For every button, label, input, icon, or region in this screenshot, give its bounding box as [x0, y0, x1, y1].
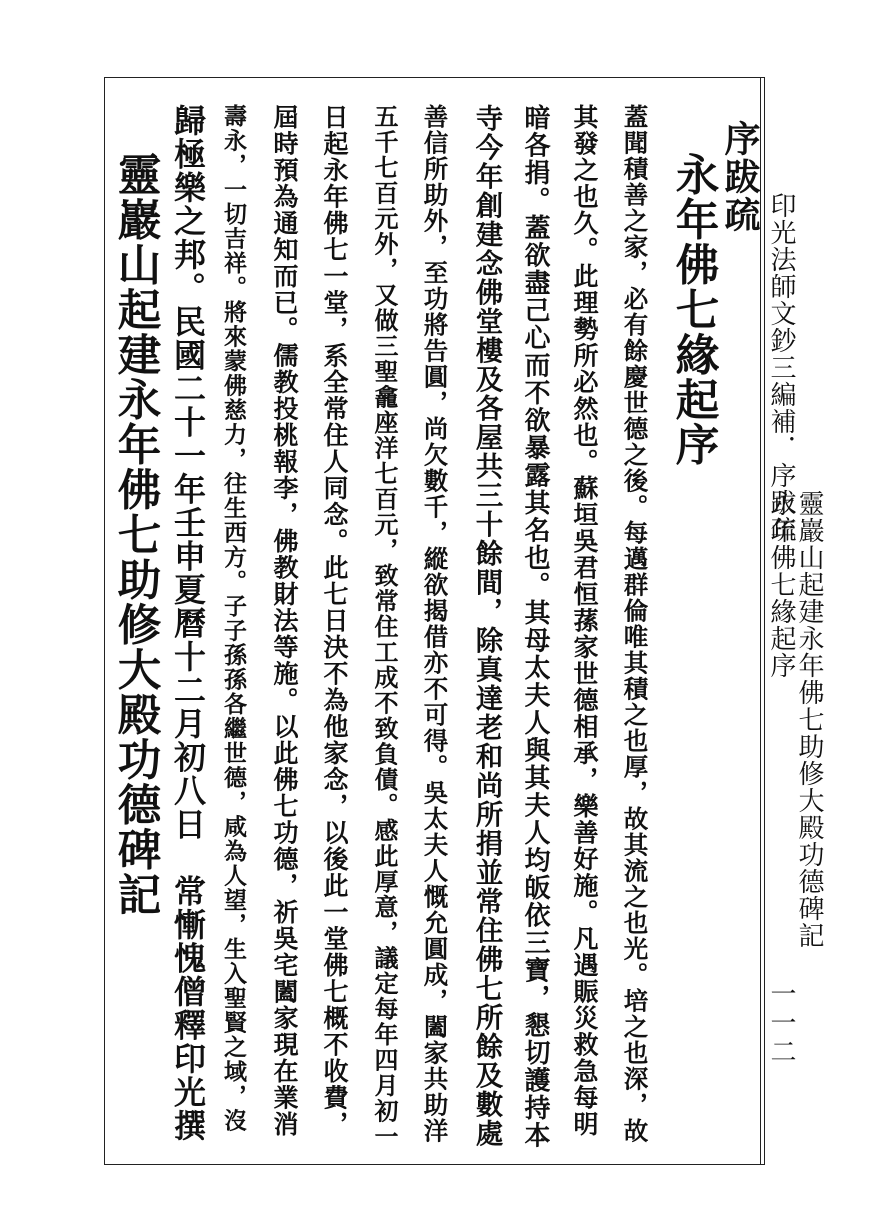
body-line-3: 暗各捐。蓋欲盡己心而不欲暴露其名也。其母太夫人與其夫人均皈依三寶，懇切護持本 [520, 104, 550, 1149]
body-line-6: 五千七百元外，又做三聖龕座洋七百元，致常住工成不致負債。感此厚意，議定每年四月初一 [370, 104, 399, 1150]
article-title: 永年佛七緣起序 [668, 152, 720, 467]
running-subtitle-1: 靈巖山起建永年佛七助修大殿功德碑記 [794, 490, 824, 949]
body-line-2: 其發之也久。此理勢所必然也。蘇垣吳君恒蓀家世德相承，樂善好施。凡遇賑災救急每明 [570, 104, 599, 1138]
section-heading: 序跋疏 [719, 120, 761, 234]
page-number: 一一二 [766, 980, 796, 1067]
next-article-title: 靈巖山起建永年佛七助修大殿功德碑記 [110, 152, 162, 917]
running-title: 印光法師文鈔三編補．序跋疏 [766, 192, 796, 543]
running-subtitle-2: 永年佛七緣起序 [766, 490, 796, 679]
body-line-8: 屆時預為通知而已。儒教投桃報李，佛教財法等施。以此佛七功德，祈吳宅闔家現在業消 [270, 104, 299, 1138]
body-line-1: 蓋聞積善之家，必有餘慶世德之後。每邁群倫唯其積之也厚，故其流之也光。培之也深，故 [620, 104, 650, 1144]
body-line-9: 壽永，一切吉祥。將來蒙佛慈力，往生西方。子子孫孫各繼世德，咸為人望，生入聖賢之域，沒 [220, 104, 247, 1133]
body-line-10: 歸極樂之邦。民國二十一年壬申夏曆十二月初八日 常慚愧僧釋印光撰 [169, 104, 207, 1143]
body-line-7: 日起永年佛七一堂，系全常住人同念。此七日決不為他家念，以後此一堂佛七概不收費， [320, 104, 349, 1138]
body-line-5: 善信所助外，至功將告圓，尚欠數千，縱欲揭借亦不可得。吳太夫人慨允圓成，闔家共助洋 [420, 104, 450, 1144]
body-line-4: 寺今年創建念佛堂樓及各屋共三十餘間，除真達老和尚所捐並常住佛七所餘及數處 [470, 104, 503, 1148]
